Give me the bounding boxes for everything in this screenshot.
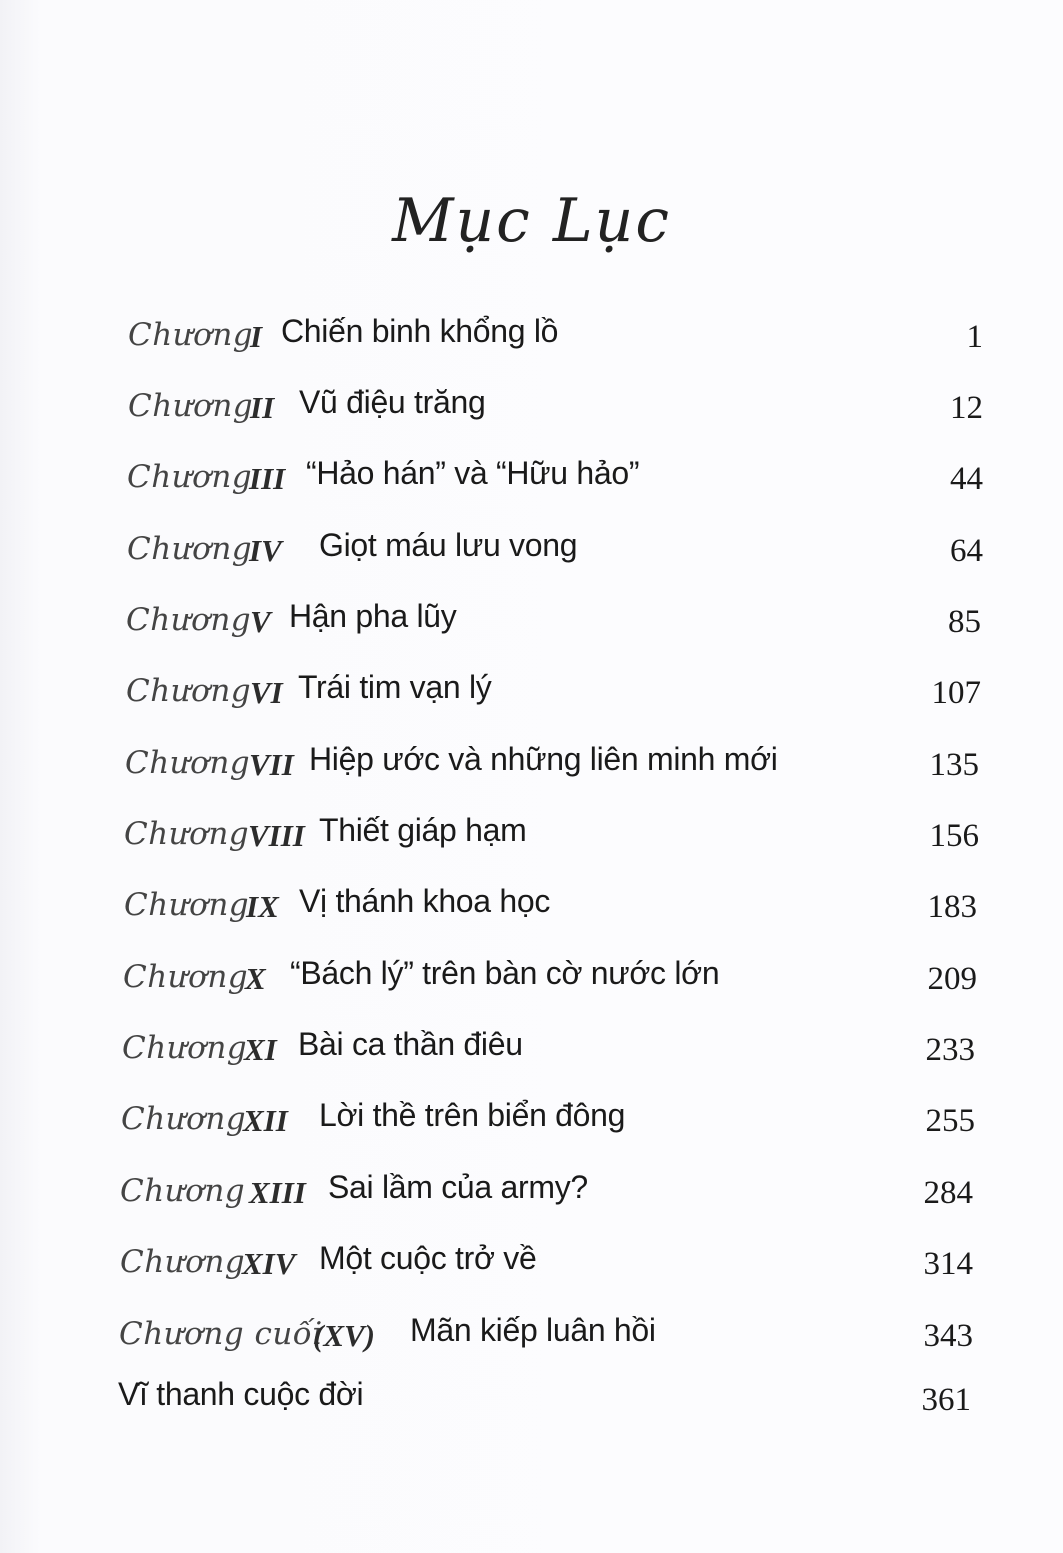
page-number: 64 xyxy=(950,533,983,569)
page-number: 44 xyxy=(950,461,983,497)
chapter-prefix: Chương xyxy=(120,1244,246,1280)
chapter-title: Chiến binh khổng lồ xyxy=(281,313,559,349)
page-number: 343 xyxy=(923,1318,973,1354)
page-number: 361 xyxy=(921,1382,971,1418)
page-number: 314 xyxy=(923,1246,973,1282)
chapter-prefix: Chương xyxy=(128,388,254,424)
chapter-numeral: V xyxy=(250,604,271,639)
chapter-title: “Hảo hán” và “Hữu hảo” xyxy=(306,455,640,491)
toc-entry-15 xyxy=(0,1312,1063,1372)
chapter-prefix: Chương xyxy=(121,1101,247,1137)
chapter-numeral: X xyxy=(245,961,266,996)
chapter-numeral: I xyxy=(250,319,263,354)
toc-entry-13 xyxy=(0,1169,1063,1229)
chapter-title: Vũ điệu trăng xyxy=(299,384,486,420)
chapter-prefix: Chương xyxy=(124,887,250,923)
toc-entry-8 xyxy=(0,812,1063,872)
page-number: 183 xyxy=(927,889,977,925)
chapter-title: Hận pha lũy xyxy=(289,598,457,634)
chapter-title: Lời thề trên biển đông xyxy=(319,1097,626,1133)
chapter-title: Sai lầm của army? xyxy=(328,1169,588,1205)
chapter-prefix: Chương xyxy=(122,1030,248,1066)
page-number: 1 xyxy=(966,319,983,355)
chapter-title: Hiệp ước và những liên minh mới xyxy=(309,741,778,777)
chapter-numeral: (XV) xyxy=(313,1318,375,1353)
toc-entry-3 xyxy=(0,455,1063,515)
page-number: 85 xyxy=(948,604,981,640)
page-number: 135 xyxy=(929,747,979,783)
page-number: 255 xyxy=(925,1103,975,1139)
page-number: 156 xyxy=(929,818,979,854)
chapter-numeral: VIII xyxy=(248,818,305,853)
chapter-numeral: IX xyxy=(246,889,279,924)
page-number: 209 xyxy=(927,961,977,997)
chapter-numeral: IV xyxy=(249,533,282,568)
chapter-numeral: VI xyxy=(250,675,283,710)
toc-entry-6 xyxy=(0,669,1063,729)
chapter-numeral: XI xyxy=(244,1032,277,1067)
chapter-numeral: XII xyxy=(243,1103,288,1138)
chapter-prefix: Chương xyxy=(123,959,249,995)
chapter-prefix: Chương xyxy=(127,531,253,567)
toc-entry-1 xyxy=(0,313,1063,373)
chapter-title: Bài ca thần điêu xyxy=(298,1026,523,1062)
chapter-numeral: VII xyxy=(249,747,294,782)
chapter-prefix: Chương xyxy=(127,459,253,495)
toc-entry-11 xyxy=(0,1026,1063,1086)
chapter-title: Thiết giáp hạm xyxy=(319,812,527,848)
chapter-numeral: XIV xyxy=(242,1246,296,1281)
chapter-title: Một cuộc trở về xyxy=(319,1240,537,1276)
toc-entry-2 xyxy=(0,384,1063,444)
chapter-title: Vị thánh khoa học xyxy=(299,883,551,919)
chapter-title: Trái tim vạn lý xyxy=(298,669,492,705)
toc-entry-9 xyxy=(0,883,1063,943)
page-number: 107 xyxy=(931,675,981,711)
chapter-prefix: Chương xyxy=(126,673,252,709)
chapter-numeral: XIII xyxy=(249,1175,306,1210)
chapter-title: “Bách lý” trên bàn cờ nước lớn xyxy=(290,955,720,991)
toc-entry-10 xyxy=(0,955,1063,1015)
toc-entry-5 xyxy=(0,598,1063,658)
toc-entry-4 xyxy=(0,527,1063,587)
page-number: 284 xyxy=(923,1175,973,1211)
chapter-title: Mãn kiếp luân hồi xyxy=(410,1312,656,1348)
chapter-prefix: Chương cuối xyxy=(119,1316,323,1352)
page-number: 12 xyxy=(950,390,983,426)
page-number: 233 xyxy=(925,1032,975,1068)
chapter-prefix: Chương xyxy=(126,602,252,638)
toc-entry-14 xyxy=(0,1240,1063,1300)
chapter-numeral: II xyxy=(250,390,275,425)
chapter-prefix: Chương xyxy=(120,1173,246,1209)
chapter-prefix: Chương xyxy=(125,745,251,781)
toc-entry-epilogue xyxy=(0,1376,1063,1436)
page-title: Mục Lục xyxy=(392,186,671,256)
chapter-prefix: Chương xyxy=(128,317,254,353)
toc-entry-12 xyxy=(0,1097,1063,1157)
chapter-title: Vĩ thanh cuộc đời xyxy=(118,1376,364,1412)
chapter-numeral: III xyxy=(249,461,286,496)
chapter-title: Giọt máu lưu vong xyxy=(319,527,578,563)
toc-entry-7 xyxy=(0,741,1063,801)
chapter-prefix: Chương xyxy=(124,816,250,852)
